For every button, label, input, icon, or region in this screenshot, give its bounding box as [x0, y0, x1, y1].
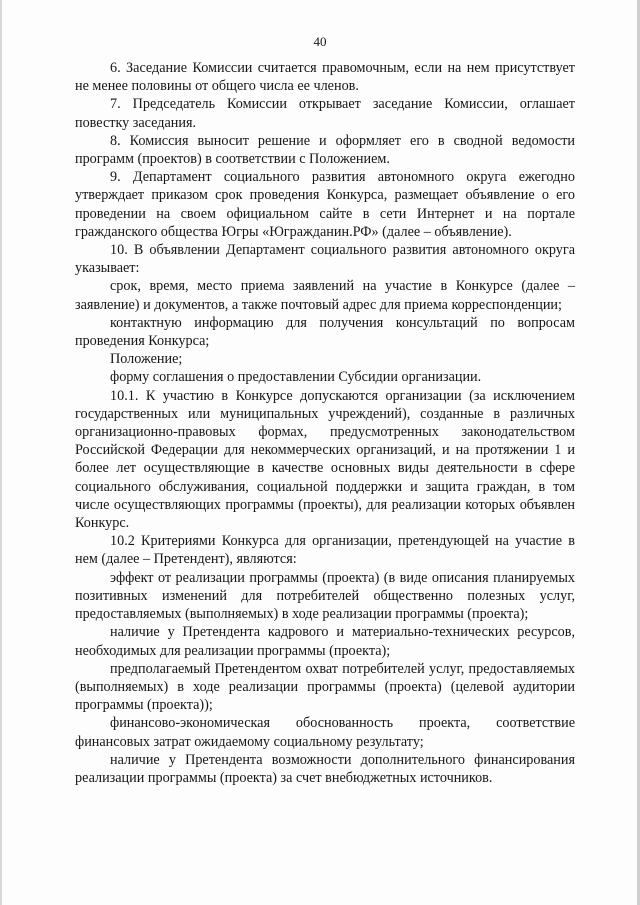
paragraph-10: 10. В объявлении Департамент социального развития автономного округа указывает:: [75, 242, 575, 277]
criteria-item: наличие у Претендента кадрового и материально-технических ресурсов, необходимых для реализации программы (проекта);: [75, 624, 575, 659]
list-item: срок, время, место приема заявлений на участие в Конкурсе (далее – заявление) и документов, а также почтовый адрес для приема корреспонденции;: [75, 278, 575, 313]
document-body: [75, 59, 575, 787]
paragraph-8: 8. Комиссия выносит решение и оформляет его в сводной ведомости программ (проектов) в соответствии с Положением.: [75, 132, 575, 168]
criteria-item: эффект от реализации программы (проекта) (в виде описания планируемых позитивных изменений для потребителей общественно полезных услуг, предоставляемых (выполняемых) в ходе реализации программы (проекта);: [75, 569, 575, 623]
scan-edge: [0, 0, 2, 905]
paragraph-6: 6. Заседание Комиссии считается правомочным, если на нем присутствует не менее половины от общего числа ее членов.: [75, 60, 575, 95]
criteria-item: наличие у Претендента возможности дополнительного финансирования реализации программы (проекта) за счет внебюджетных источников.: [75, 751, 575, 786]
criteria-item: финансово-экономическая обоснованность проекта, соответствие финансовых затрат ожидаемому социальному результату;: [75, 715, 575, 750]
list-item: Положение;: [110, 351, 183, 368]
paragraph-10-2: 10.2 Критериями Конкурса для организации, претендующей на участие в нем (далее – Претендент), являются:: [75, 533, 575, 568]
paragraph-9: 9. Департамент социального развития автономного округа ежегодно утверждает приказом срок проведения Конкурса, размещает объявление о его проведении на своем официальном сайте в сети Интернет и на портале гражданского общества Югры «Югражданин.РФ» (далее – объявление).: [75, 169, 575, 240]
list-item: форму соглашения о предоставлении Субсидии организации.: [110, 369, 482, 386]
criteria-item: предполагаемый Претендентом охват потребителей услуг, предоставляемых (выполняемых) в ходе реализации программы (проекта) (целевой аудитории программы (проекта));: [75, 660, 575, 714]
paragraph-10-1: 10.1. К участию в Конкурсе допускаются организации (за исключением государственных или муниципальных учреждений), созданные в различных организационно-правовых формах, предусмотренных законодательством Российской Федерации для некоммерческих организаций, и на протяжении 1 и более лет осуществляющие в качестве основных виды деятельности в сфере социального обслуживания, социальной поддержки и защита граждан, в том числе осуществляющих программы (проекты), для реализации которых объявлен Конкурс.: [75, 387, 575, 532]
paragraph-7: 7. Председатель Комиссии открывает заседание Комиссии, оглашает повестку заседания.: [75, 96, 575, 131]
list-item: контактную информацию для получения консультаций по вопросам проведения Конкурса;: [75, 314, 575, 350]
page-number: 40: [313, 34, 327, 49]
